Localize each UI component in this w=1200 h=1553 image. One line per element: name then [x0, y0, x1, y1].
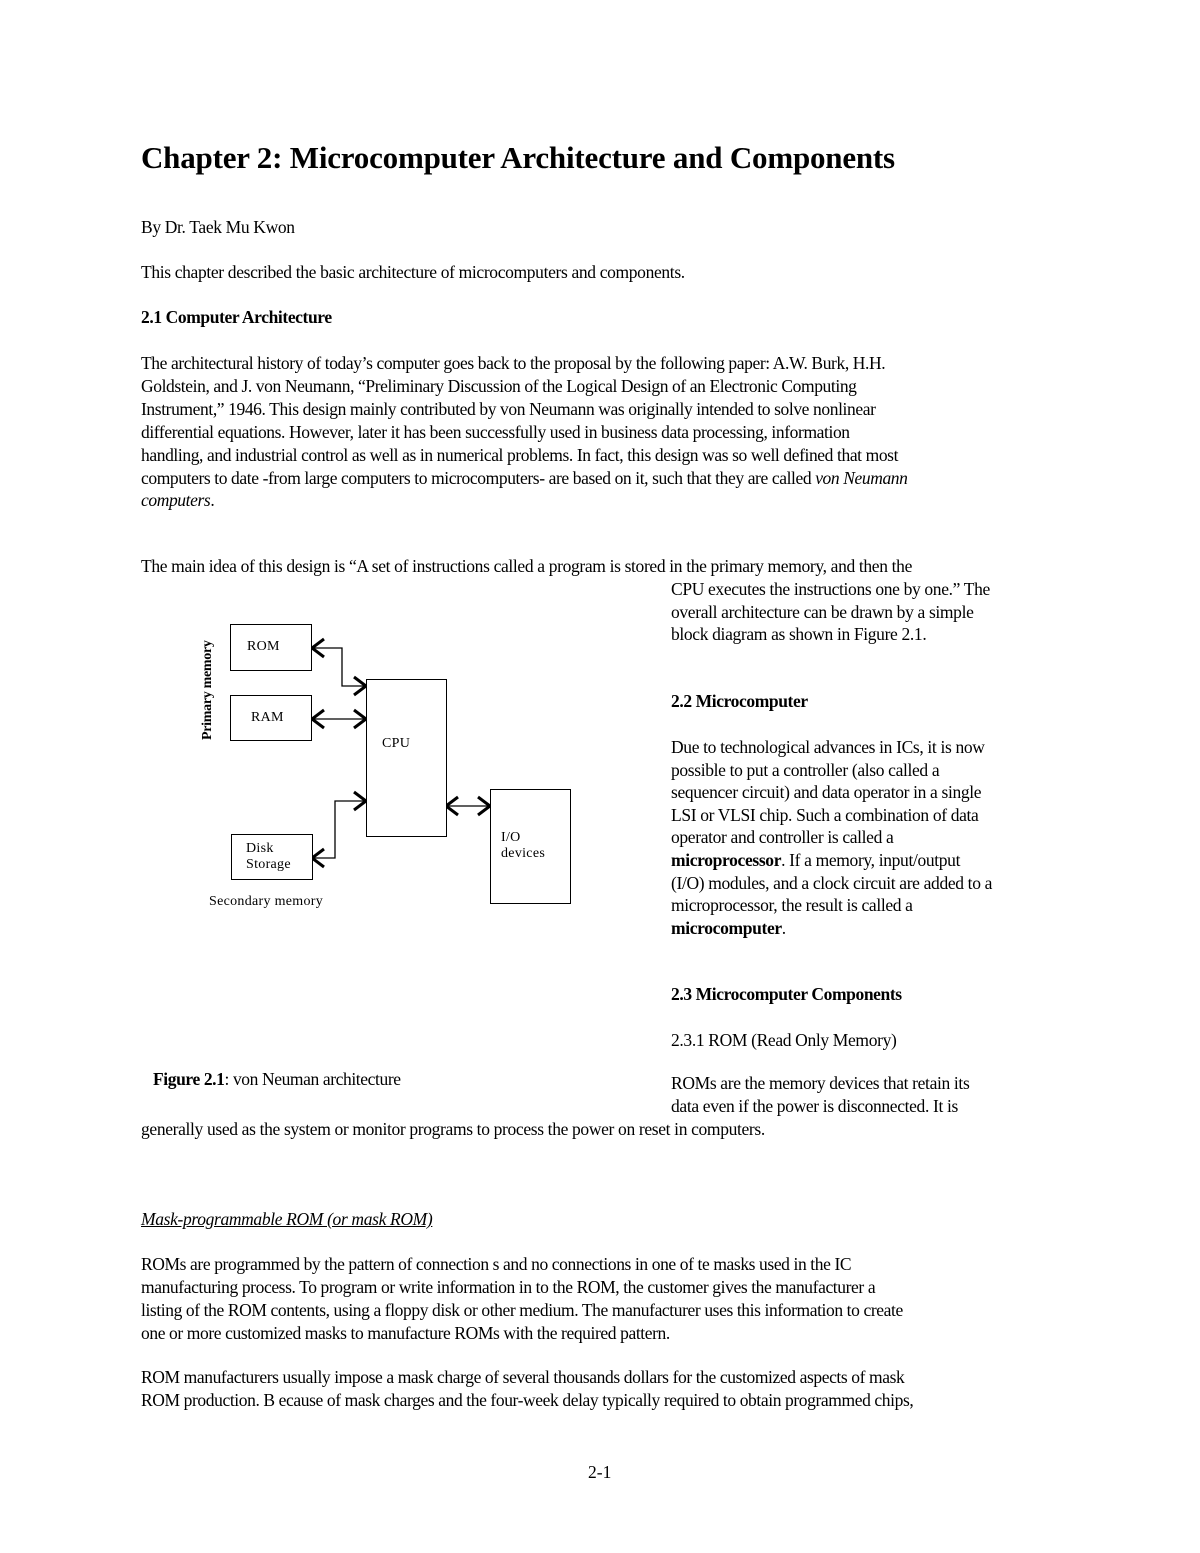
text-line [671, 917, 1071, 940]
text-line: The architectural history of today’s computer goes back to the proposal by the following paper: A.W. Burk, H.H. [141, 353, 886, 373]
text-line: Due to technological advances in ICs, it is now [671, 737, 985, 757]
text-line: data even if the power is disconnected. It is [671, 1095, 958, 1116]
disk-storage-box [231, 834, 313, 880]
text-line: sequencer circuit) and data operator in a single [671, 782, 982, 803]
cpu-label: CPU [382, 736, 411, 751]
disk-label-line1: Disk [246, 841, 274, 856]
text-line: LSI or VLSI chip. Such a combination of data [671, 804, 979, 825]
mask-rom-paragraph-1 [141, 1253, 1061, 1345]
italic-term: computers [141, 490, 211, 511]
text-line: Instrument,” 1946. This design mainly contributed by von Neumann was originally intended to solve nonlinear [141, 398, 876, 419]
microcomputer-paragraph [671, 736, 1071, 939]
text-line: ROMs are programmed by the pattern of connection s and no connections in one of te masks used in the IC [141, 1254, 852, 1274]
text-line: manufacturing process. To program or write information in to the ROM, the customer gives the manufacturer a [141, 1276, 876, 1297]
page-number: 2-1 [588, 1462, 612, 1482]
text-line: overall architecture can be drawn by a simple [671, 601, 974, 622]
text-run: . [210, 490, 215, 511]
section-2-3-1-heading: 2.3.1 ROM (Read Only Memory) [671, 1030, 897, 1050]
disk-label-line2: Storage [246, 857, 291, 872]
text-line: CPU executes the instructions one by one.” The [671, 579, 990, 599]
secondary-memory-label: Secondary memory [209, 894, 324, 909]
section-2-2-heading: 2.2 Microcomputer [671, 691, 808, 711]
text-line: microprocessor, the result is called a [671, 895, 913, 916]
text-line: ROM production. B ecause of mask charges and the four-week delay typically required to obtain programmed chips, [141, 1389, 914, 1410]
ram-box [230, 695, 312, 741]
text-line: block diagram as shown in Figure 2.1. [671, 624, 927, 645]
section-2-3-heading: 2.3 Microcomputer Components [671, 984, 902, 1004]
text-line [141, 467, 1061, 490]
io-label-line2: devices [501, 846, 546, 861]
main-idea-line: The main idea of this design is “A set of instructions called a program is stored in the primary memory, and then the [141, 556, 912, 576]
von-neumann-diagram [190, 615, 590, 925]
text-run: . [781, 917, 786, 938]
text-line: operator and controller is called a [671, 827, 894, 848]
ram-label: RAM [251, 710, 284, 725]
text-line: one or more customized masks to manufacture ROMs with the required pattern. [141, 1322, 670, 1343]
rom-intro-right [671, 1072, 1071, 1117]
caption-label: Figure 2.1 [153, 1069, 225, 1089]
text-line: differential equations. However, later it has been successfully used in business data processing, information [141, 421, 850, 442]
text-line: ROM manufacturers usually impose a mask charge of several thousands dollars for the customized aspects of mask [141, 1367, 905, 1387]
main-idea-continuation [671, 578, 1071, 646]
bold-term: microprocessor [671, 849, 782, 870]
rom-label: ROM [247, 639, 280, 654]
primary-memory-label: Primary memory [200, 640, 215, 740]
chapter-title: Chapter 2: Microcomputer Architecture and Components [141, 140, 895, 175]
io-devices-box [490, 789, 571, 904]
intro-text: This chapter described the basic architecture of microcomputers and components. [141, 262, 685, 282]
rom-intro-full-line: generally used as the system or monitor programs to process the power on reset in computers. [141, 1119, 765, 1139]
author-line: By Dr. Taek Mu Kwon [141, 217, 295, 237]
text-line: listing of the ROM contents, using a floppy disk or other medium. The manufacturer uses this information to create [141, 1299, 903, 1320]
architecture-paragraph [141, 352, 1061, 512]
text-line: (I/O) modules, and a clock circuit are added to a [671, 872, 993, 893]
cpu-box [366, 679, 447, 837]
caption-text: : von Neuman architecture [224, 1069, 401, 1089]
text-line [671, 849, 1071, 872]
section-2-1-heading: 2.1 Computer Architecture [141, 307, 332, 327]
text-line: handling, and industrial control as well as in numerical problems. In fact, this design was so well defined that most [141, 444, 899, 465]
rom-box [230, 624, 312, 671]
mask-rom-heading: Mask-programmable ROM (or mask ROM) [141, 1209, 433, 1229]
mask-rom-paragraph-2 [141, 1366, 1061, 1412]
bold-term: microcomputer [671, 917, 782, 938]
text-line [141, 489, 1061, 512]
text-line: Goldstein, and J. von Neumann, “Preliminary Discussion of the Logical Design of an Electronic Computing [141, 375, 857, 396]
text-run: computers to date -from large computers to microcomputers- are based on it, such that they are called [141, 467, 816, 488]
text-line: ROMs are the memory devices that retain its [671, 1073, 970, 1093]
text-line: possible to put a controller (also called a [671, 759, 940, 780]
italic-term: von Neumann [815, 467, 908, 488]
text-run: . If a memory, input/output [781, 849, 961, 870]
io-label-line1: I/O [501, 830, 521, 845]
figure-caption [153, 1069, 401, 1090]
